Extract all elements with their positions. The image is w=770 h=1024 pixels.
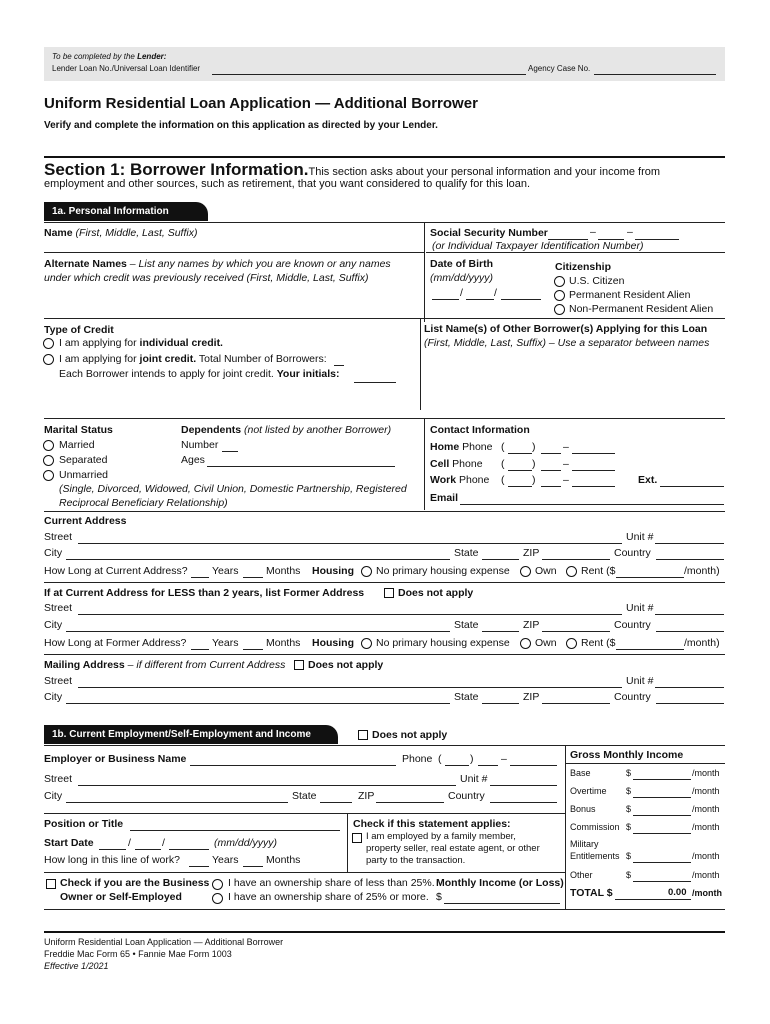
income-military-unit: /month xyxy=(692,851,720,861)
current-rent-label: Rent ($ xyxy=(581,565,616,577)
current-own-radio[interactable] xyxy=(520,566,531,577)
income-bonus-label: Bonus xyxy=(570,804,596,814)
mailing-address-hint: – if different from Current Address xyxy=(124,659,286,671)
citizenship-permanent-radio[interactable] xyxy=(554,290,565,301)
share-more-radio[interactable] xyxy=(212,893,223,904)
position-label: Position or Title xyxy=(44,818,124,830)
home-phone-area-field[interactable] xyxy=(508,453,532,454)
employment-tab-rule xyxy=(44,745,725,746)
share-less-radio[interactable] xyxy=(212,879,223,890)
current-years-label: Years xyxy=(212,565,239,577)
home-phone-paren-close: ) xyxy=(532,441,536,453)
income-base-unit: /month xyxy=(692,768,720,778)
current-state-field[interactable] xyxy=(482,559,519,560)
home-phone-text: Phone xyxy=(459,441,493,453)
work-phone-line-field[interactable] xyxy=(572,486,615,487)
cell-phone-label xyxy=(430,458,483,470)
contact-row-rule xyxy=(44,511,725,512)
former-years-field[interactable] xyxy=(191,649,209,650)
income-base-field[interactable] xyxy=(633,779,691,780)
footer-line-2: Freddie Mac Form 65 • Fannie Mae Form 1003 xyxy=(44,949,232,959)
share-more-label: I have an ownership share of 25% or more. xyxy=(228,891,429,903)
current-years-field[interactable] xyxy=(191,577,209,578)
section1-desc2: employment and other sources, such as retirement, that you want considered to qualify for this loan. xyxy=(44,178,531,190)
income-base-dollar: $ xyxy=(626,768,632,778)
credit-joint-radio[interactable] xyxy=(43,354,54,365)
credit-type-label: Type of Credit xyxy=(44,324,114,336)
mailing-address-group xyxy=(44,659,285,671)
start-slash-1: / xyxy=(128,837,131,849)
employment-bottom-rule xyxy=(44,909,725,910)
employer-zip-label: ZIP xyxy=(358,790,375,802)
home-phone-bold: Home xyxy=(430,441,460,453)
ext-label: Ext. xyxy=(638,474,658,486)
former-no-primary-label: No primary housing expense xyxy=(376,637,510,649)
income-bonus-field[interactable] xyxy=(633,815,691,816)
how-long-current-label: How Long at Current Address? xyxy=(44,565,188,577)
former-years-label: Years xyxy=(212,637,239,649)
credit-joint-text xyxy=(59,353,327,365)
cell-phone-bold: Cell xyxy=(430,458,450,470)
income-total-value: 0.00 xyxy=(668,887,687,898)
employer-phone-paren-open: ( xyxy=(438,753,442,765)
check-statement-label: Check if this statement applies: xyxy=(353,818,511,830)
start-date-hint: (mm/dd/yyyy) xyxy=(214,837,277,849)
employer-country-field[interactable] xyxy=(490,802,557,803)
employer-phone-paren-close: ) xyxy=(470,753,474,765)
income-commission-unit: /month xyxy=(692,822,720,832)
marital-married-label: Married xyxy=(59,439,95,451)
cell-phone-dash: – xyxy=(563,458,569,470)
current-rent-month-label: /month) xyxy=(684,565,720,577)
dob-month-field[interactable] xyxy=(432,299,459,300)
cell-phone-paren-open: ( xyxy=(501,458,505,470)
lender-loan-no-field[interactable] xyxy=(212,74,526,75)
work-phone-area-field[interactable] xyxy=(508,486,532,487)
ssn-label: Social Security Number xyxy=(430,227,548,239)
former-country-label: Country xyxy=(614,619,651,631)
employer-address-rule xyxy=(44,813,565,814)
lender-loan-no-label: Lender Loan No./Universal Loan Identifier xyxy=(52,64,201,73)
citizenship-us-label: U.S. Citizen xyxy=(569,275,625,287)
business-owner-checkbox[interactable] xyxy=(46,879,56,889)
home-phone-prefix-field[interactable] xyxy=(541,453,561,454)
credit-each: Each Borrower intends to apply for joint credit. xyxy=(59,368,277,380)
current-own-label: Own xyxy=(535,565,557,577)
name-row-rule xyxy=(44,252,424,253)
mailing-does-not-apply-checkbox[interactable] xyxy=(294,660,304,670)
employer-label: Employer or Business Name xyxy=(44,753,187,765)
former-months-label: Months xyxy=(266,637,301,649)
work-phone-paren-open: ( xyxy=(501,474,505,486)
income-overtime-field[interactable] xyxy=(633,797,691,798)
work-phone-prefix-field[interactable] xyxy=(541,486,561,487)
credit-row-rule xyxy=(44,418,725,419)
former-rent-label: Rent ($ xyxy=(581,637,616,649)
dob-label: Date of Birth xyxy=(430,258,493,270)
marital-separated-label: Separated xyxy=(59,454,108,466)
line-years-label: Years xyxy=(212,854,239,866)
income-other-unit: /month xyxy=(692,870,720,880)
current-address-rule xyxy=(44,582,725,583)
start-day-field[interactable] xyxy=(135,849,161,850)
marital-label: Marital Status xyxy=(44,424,113,436)
dob-hint: (mm/dd/yyyy) xyxy=(430,272,493,284)
current-country-field[interactable] xyxy=(656,559,724,560)
ssn-row-rule xyxy=(426,252,725,253)
income-bonus-unit: /month xyxy=(692,804,720,814)
current-rent-radio[interactable] xyxy=(566,566,577,577)
employer-phone-prefix-field[interactable] xyxy=(478,765,498,766)
lender-note-text: To be completed by the xyxy=(52,52,138,61)
income-other-field[interactable] xyxy=(633,881,691,882)
former-zip-label: ZIP xyxy=(523,619,540,631)
tab-current-employment: 1b. Current Employment/Self-Employment and Income xyxy=(44,725,338,744)
share-less-label: I have an ownership share of less than 25%. xyxy=(228,877,435,889)
credit-individual-text xyxy=(59,337,223,349)
home-phone-line-field[interactable] xyxy=(572,453,615,454)
current-unit-field[interactable] xyxy=(655,543,724,544)
current-months-label: Months xyxy=(266,565,301,577)
vertical-divider-2 xyxy=(420,318,421,410)
gross-income-label: Gross Monthly Income xyxy=(570,749,684,761)
current-city-label: City xyxy=(44,547,63,559)
former-address-rule xyxy=(44,654,725,655)
income-divider xyxy=(565,745,566,909)
ssn-dash-1: – xyxy=(590,226,596,238)
current-no-primary-radio[interactable] xyxy=(361,566,372,577)
name-label: Name xyxy=(44,227,73,239)
tab-personal-information: 1a. Personal Information xyxy=(44,202,208,221)
mailing-city-label: City xyxy=(44,691,63,703)
former-state-label: State xyxy=(454,619,479,631)
dob-slash-2: / xyxy=(494,287,497,299)
ssn-dash-2: – xyxy=(627,226,633,238)
cell-phone-prefix-field[interactable] xyxy=(541,470,561,471)
section1-rule xyxy=(44,156,725,158)
mailing-city-field[interactable] xyxy=(66,703,450,704)
section1-header xyxy=(44,160,660,180)
citizenship-nonpermanent-label: Non-Permanent Resident Alien xyxy=(569,303,714,315)
employer-street-field[interactable] xyxy=(78,785,456,786)
current-months-field[interactable] xyxy=(243,577,263,578)
monthly-income-label: Monthly Income (or Loss) xyxy=(436,877,564,889)
business-owner-label-1: Check if you are the Business xyxy=(60,877,210,889)
former-housing-label: Housing xyxy=(312,637,354,649)
footer-line-1: Uniform Residential Loan Application — Additional Borrower xyxy=(44,937,284,947)
former-unit-label: Unit # xyxy=(626,602,654,614)
employer-phone-label: Phone xyxy=(402,753,433,765)
employer-unit-field[interactable] xyxy=(490,785,557,786)
other-borrowers-hint: (First, Middle, Last, Suffix) – Use a separator between names xyxy=(424,337,710,349)
current-address-label: Current Address xyxy=(44,515,127,527)
dependents-label: Dependents xyxy=(181,424,242,436)
start-year-field[interactable] xyxy=(169,849,209,850)
income-other-label: Other xyxy=(570,870,593,880)
statement-divider xyxy=(347,813,348,873)
employer-field[interactable] xyxy=(190,765,396,766)
mailing-state-field[interactable] xyxy=(482,703,519,704)
work-phone-bold: Work xyxy=(430,474,457,486)
home-phone-paren-open: ( xyxy=(501,441,505,453)
income-military-dollar: $ xyxy=(626,851,632,861)
email-label: Email xyxy=(430,492,459,504)
income-military-field[interactable] xyxy=(633,862,691,863)
former-city-field[interactable] xyxy=(66,631,450,632)
employer-phone-dash: – xyxy=(501,753,507,765)
income-commission-dollar: $ xyxy=(626,822,632,832)
vertical-divider-3 xyxy=(424,418,425,510)
mailing-unit-label: Unit # xyxy=(626,675,654,687)
mailing-country-field[interactable] xyxy=(656,703,724,704)
mailing-zip-field[interactable] xyxy=(542,703,610,704)
credit-individual-pre: I am applying for xyxy=(59,337,140,349)
former-city-label: City xyxy=(44,619,63,631)
dependents-number-field[interactable] xyxy=(222,451,238,452)
dependents-ages-field[interactable] xyxy=(207,466,395,467)
citizenship-nonpermanent-radio[interactable] xyxy=(554,304,565,315)
former-address-label: If at Current Address for LESS than 2 years, list Former Address xyxy=(44,587,365,599)
line-months-label: Months xyxy=(266,854,301,866)
income-bonus-dollar: $ xyxy=(626,804,632,814)
initials-field[interactable] xyxy=(354,382,396,383)
mailing-street-label: Street xyxy=(44,675,73,687)
current-unit-label: Unit # xyxy=(626,531,654,543)
former-unit-field[interactable] xyxy=(655,614,724,615)
credit-each-text xyxy=(59,368,340,380)
section1-desc1: This section asks about your personal information and your income from xyxy=(308,166,661,178)
marital-separated-radio[interactable] xyxy=(43,455,54,466)
marital-hint-1: (Single, Divorced, Widowed, Civil Union, Domestic Partnership, Registered xyxy=(59,483,407,495)
mailing-does-not-apply-label: Does not apply xyxy=(308,659,384,671)
vertical-divider-1 xyxy=(424,222,425,322)
dependents-group xyxy=(181,424,391,436)
income-commission-field[interactable] xyxy=(633,833,691,834)
former-does-not-apply-label: Does not apply xyxy=(398,587,474,599)
line-years-field[interactable] xyxy=(189,866,209,867)
tab-rule xyxy=(44,222,725,223)
citizenship-permanent-label: Permanent Resident Alien xyxy=(569,289,691,301)
income-overtime-label: Overtime xyxy=(570,786,607,796)
work-phone-paren-close: ) xyxy=(532,474,536,486)
employment-does-not-apply-checkbox[interactable] xyxy=(358,730,368,740)
current-zip-label: ZIP xyxy=(523,547,540,559)
total-borrowers-field[interactable] xyxy=(334,365,344,366)
credit-individual-bold: individual credit. xyxy=(139,337,223,349)
monthly-income-dollar: $ xyxy=(436,891,442,903)
citizenship-us-radio[interactable] xyxy=(554,276,565,287)
dependents-hint: (not listed by another Borrower) xyxy=(241,424,392,436)
employer-street-label: Street xyxy=(44,773,73,785)
cell-phone-area-field[interactable] xyxy=(508,470,532,471)
citizenship-row-rule xyxy=(44,318,725,319)
lender-note-bold: Lender: xyxy=(137,52,167,61)
mailing-unit-field[interactable] xyxy=(655,687,724,688)
business-owner-label-2: Owner or Self-Employed xyxy=(60,891,182,903)
employment-does-not-apply-label: Does not apply xyxy=(372,729,448,741)
income-overtime-dollar: $ xyxy=(626,786,632,796)
former-street-field[interactable] xyxy=(78,614,622,615)
home-phone-dash: – xyxy=(563,441,569,453)
work-phone-label xyxy=(430,474,489,486)
agency-case-label: Agency Case No. xyxy=(528,64,591,73)
line-months-field[interactable] xyxy=(243,866,263,867)
other-borrowers-label: List Name(s) of Other Borrower(s) Applying for this Loan xyxy=(424,323,708,335)
footer-line-3: Effective 1/2021 xyxy=(44,961,109,971)
income-overtime-unit: /month xyxy=(692,786,720,796)
current-city-field[interactable] xyxy=(66,559,450,560)
position-field[interactable] xyxy=(130,830,340,831)
employer-country-label: Country xyxy=(448,790,485,802)
mailing-state-label: State xyxy=(454,691,479,703)
current-no-primary-label: No primary housing expense xyxy=(376,565,510,577)
credit-joint-bold: joint credit. xyxy=(139,353,197,365)
cell-phone-text: Phone xyxy=(449,458,483,470)
employer-city-field[interactable] xyxy=(66,802,288,803)
agency-case-field[interactable] xyxy=(594,74,716,75)
how-long-former-label: How Long at Former Address? xyxy=(44,637,187,649)
employer-phone-line-field[interactable] xyxy=(510,765,557,766)
name-hint: (First, Middle, Last, Suffix) xyxy=(75,227,198,239)
former-rent-field[interactable] xyxy=(616,649,684,650)
itin-hint: (or Individual Taxpayer Identification Number) xyxy=(432,240,644,252)
former-no-primary-radio[interactable] xyxy=(361,638,372,649)
current-state-label: State xyxy=(454,547,479,559)
start-month-field[interactable] xyxy=(99,849,126,850)
credit-initials-label: Your initials: xyxy=(276,368,340,380)
form-title: Uniform Residential Loan Application — Additional Borrower xyxy=(44,95,478,112)
lender-note xyxy=(52,52,166,61)
name-label-group xyxy=(44,227,197,239)
income-total-unit: /month xyxy=(692,888,722,898)
dob-day-field[interactable] xyxy=(466,299,494,300)
footer-rule xyxy=(44,931,725,933)
alt-names-group xyxy=(44,258,391,270)
former-months-field[interactable] xyxy=(243,649,263,650)
work-phone-text: Phone xyxy=(456,474,490,486)
dependents-number-label: Number xyxy=(181,439,219,451)
how-long-line-label: How long in this line of work? xyxy=(44,854,180,866)
income-total-label: TOTAL $ xyxy=(570,887,613,899)
credit-individual-radio[interactable] xyxy=(43,338,54,349)
alt-names-hint2: under which credit was previously received (First, Middle, Last, Suffix) xyxy=(44,272,369,284)
mailing-street-field[interactable] xyxy=(78,687,622,688)
monthly-income-field[interactable] xyxy=(444,903,560,904)
alt-names-label: Alternate Names xyxy=(44,258,127,270)
position-rule xyxy=(44,872,565,873)
credit-joint-pre: I am applying for xyxy=(59,353,140,365)
mailing-country-label: Country xyxy=(614,691,651,703)
family-member-checkbox[interactable] xyxy=(352,833,362,843)
email-field[interactable] xyxy=(460,504,724,505)
work-phone-ext-field[interactable] xyxy=(660,486,724,487)
employer-zip-field[interactable] xyxy=(376,802,444,803)
marital-unmarried-label: Unmarried xyxy=(59,469,109,481)
employer-city-label: City xyxy=(44,790,63,802)
employer-state-label: State xyxy=(292,790,317,802)
start-slash-2: / xyxy=(162,837,165,849)
current-rent-field[interactable] xyxy=(616,577,684,578)
income-commission-label: Commission xyxy=(570,822,620,832)
former-country-field[interactable] xyxy=(656,631,724,632)
current-zip-field[interactable] xyxy=(542,559,610,560)
dob-year-field[interactable] xyxy=(501,299,541,300)
family-text-1: I am employed by a family member, xyxy=(366,831,516,842)
income-other-dollar: $ xyxy=(626,870,632,880)
former-rent-radio[interactable] xyxy=(566,638,577,649)
employer-state-field[interactable] xyxy=(320,802,352,803)
marital-unmarried-radio[interactable] xyxy=(43,470,54,481)
marital-married-radio[interactable] xyxy=(43,440,54,451)
former-state-field[interactable] xyxy=(482,631,519,632)
form-subtitle: Verify and complete the information on this application as directed by your Lender. xyxy=(44,120,438,131)
former-does-not-apply-checkbox[interactable] xyxy=(384,588,394,598)
credit-joint-post: Total Number of Borrowers: xyxy=(196,353,327,365)
current-street-field[interactable] xyxy=(78,543,622,544)
family-text-3: party to the transaction. xyxy=(366,855,466,866)
employer-unit-label: Unit # xyxy=(460,773,488,785)
former-own-label: Own xyxy=(535,637,557,649)
employer-phone-area-field[interactable] xyxy=(445,765,469,766)
cell-phone-line-field[interactable] xyxy=(572,470,615,471)
work-phone-dash: – xyxy=(563,474,569,486)
mailing-address-label: Mailing Address xyxy=(44,659,125,671)
cell-phone-paren-close: ) xyxy=(532,458,536,470)
former-own-radio[interactable] xyxy=(520,638,531,649)
citizenship-label: Citizenship xyxy=(555,261,612,273)
dependents-ages-label: Ages xyxy=(181,454,205,466)
start-date-label: Start Date xyxy=(44,837,94,849)
income-entitlements-label: Entitlements xyxy=(570,851,620,861)
gross-income-rule xyxy=(566,763,725,764)
home-phone-label xyxy=(430,441,492,453)
section1-heading: Section 1: Borrower Information. xyxy=(44,160,309,179)
income-base-label: Base xyxy=(570,768,591,778)
income-military-label: Military xyxy=(570,839,599,849)
marital-hint-2: Reciprocal Beneficiary Relationship) xyxy=(59,497,228,509)
family-text-2: property seller, real estate agent, or other xyxy=(366,843,540,854)
dob-slash-1: / xyxy=(460,287,463,299)
former-rent-month-label: /month) xyxy=(684,637,720,649)
alt-names-hint1: – List any names by which you are known or any names xyxy=(126,258,391,270)
current-country-label: Country xyxy=(614,547,651,559)
former-zip-field[interactable] xyxy=(542,631,610,632)
current-housing-label: Housing xyxy=(312,565,354,577)
contact-label: Contact Information xyxy=(430,424,530,436)
income-total-field xyxy=(615,899,691,900)
current-street-label: Street xyxy=(44,531,73,543)
mailing-zip-label: ZIP xyxy=(523,691,540,703)
former-street-label: Street xyxy=(44,602,73,614)
